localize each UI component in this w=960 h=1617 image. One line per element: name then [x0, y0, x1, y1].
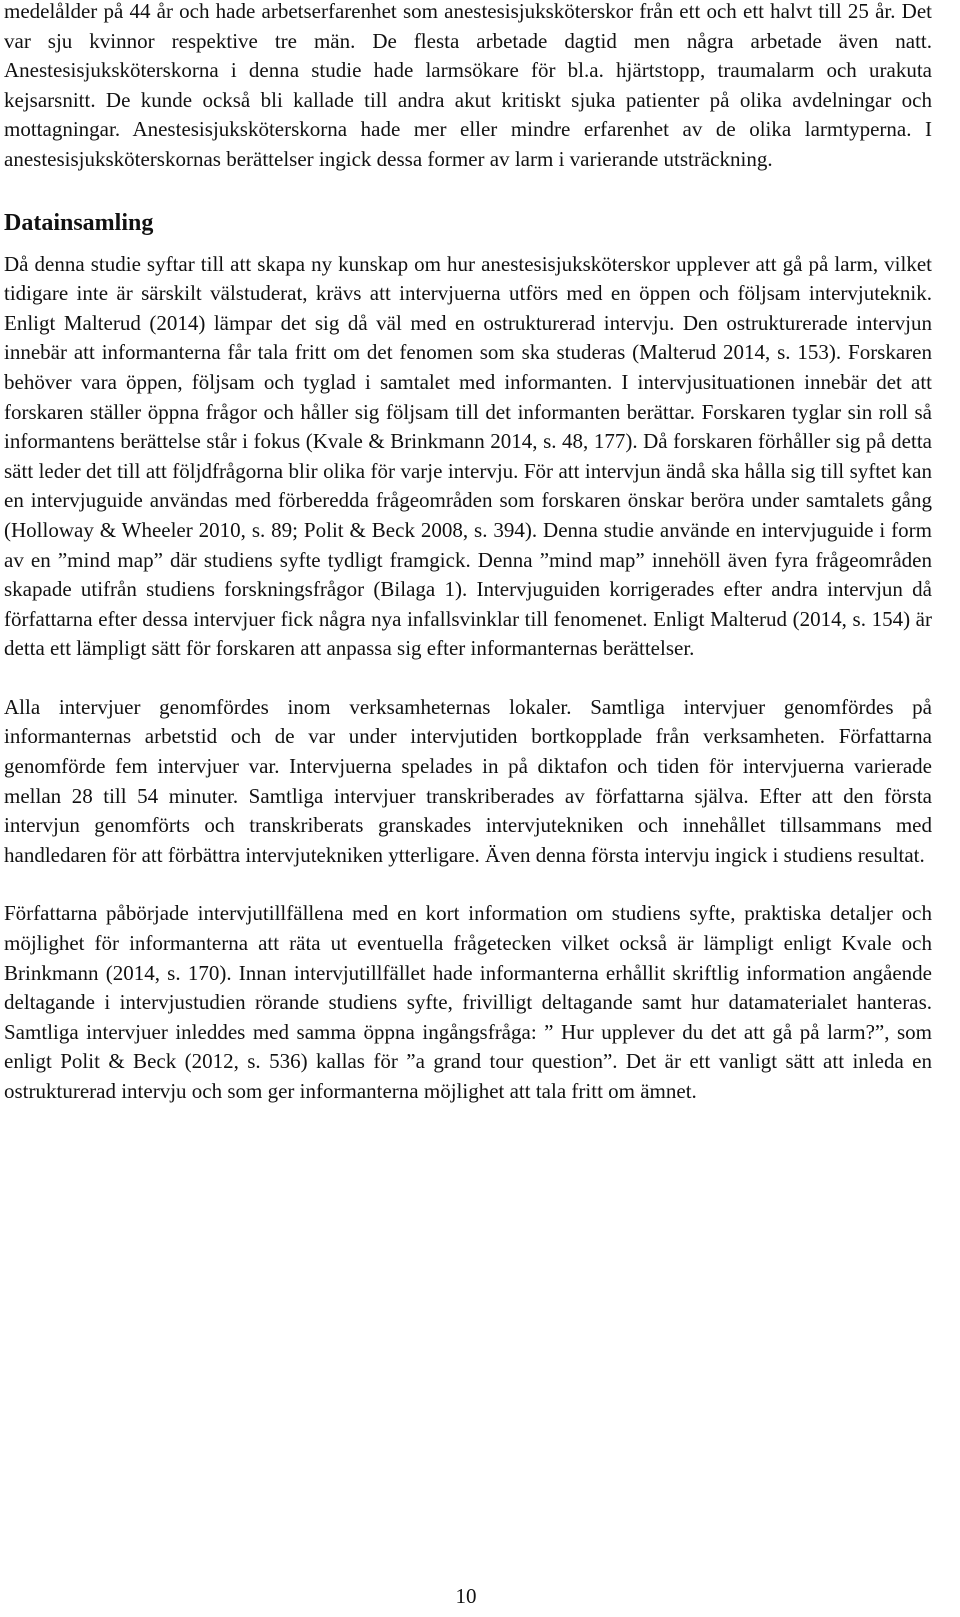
page-number: 10 — [455, 1584, 477, 1608]
intro-paragraph: medelålder på 44 år och hade arbetserfarenhet som anestesisjuksköterskor från ett och ett halvt till 25 år. Det var sju kvinnor respektive tre män. De flesta arbetade dagtid men några arbetade även natt. Anestesisjuksköterskorna i denna studie hade larmsökare för bl.a. hjärtstopp, traumalarm och urakuta kejsarsnitt. De kunde också bli kallade till andra akut kritiskt sjuka patienter på olika avdelningar och mottagningar. Anestesisjuksköterskorna hade mer eller mindre erfarenhet av de olika larmtyperna. I anestesisjuksköterskornas berättelser ingick dessa former av larm i varierande utsträckning. — [4, 0, 932, 171]
paragraph-interview-procedure: Författarna påbörjade intervjutillfällena med en kort information om studiens syfte, praktiska detaljer och möjlighet för informanterna att räta ut eventuella frågetecken vilket också är lämpligt enligt Kvale och Brinkmann (2014, s. 170). Innan intervjutillfället hade informanterna erhållit skriftlig information angående deltagande i intervjustudien rörande studiens syfte, frivilligt deltagande samt hur datamaterialet hanteras. Samtliga intervjuer inleddes med samma öppna ingångsfråga: ” Hur upplever du det att gå på larm?”, som enligt Polit & Beck (2012, s. 536) kallas för ”a grand tour question”. Det är ett vanligt sätt att inleda en ostrukturerad intervju och som ger informanterna möjlighet att tala fritt om ämnet. — [4, 901, 932, 1103]
paragraph-datainsamling-method: Då denna studie syftar till att skapa ny kunskap om hur anestesisjuksköterskor upplever att gå på larm, vilket tidigare inte är särskilt välstuderat, krävs att intervjuerna utförs med en öppen och följsam intervjuteknik. Enligt Malterud (2014) lämpar det sig då väl med en ostrukturerad intervju. Den ostrukturerade intervjun innebär att informanterna får tala fritt om det fenomen som ska studeras (Malterud 2014, s. 153). Forskaren behöver vara öppen, följsam och tyglad i samtalet med informanten. I intervjusituationen innebär det att forskaren ställer öppna frågor och håller sig följsam till det informanten berättar. Forskaren tyglar sin roll så informantens berättelse står i fokus (Kvale & Brinkmann 2014, s. 48, 177). Då forskaren förhåller sig på detta sätt leder det till att följdfrågorna blir olika för varje intervju. För att intervjun ändå ska hålla sig till syftet kan en intervjuguide användas med förberedda frågeområden som forskaren önskar beröra under samtalets gång (Holloway & Wheeler 2010, s. 89; Polit & Beck 2008, s. 394). Denna studie använde en intervjuguide i form av en ”mind map” där studiens syfte tydligt framgick. Denna ”mind map” innehöll även fyra frågeområden skapade utifrån studiens forskningsfrågor (Bilaga 1). Intervjuguiden korrigerades efter andra intervjun då författarna efter dessa intervjuer fick några nya infallsvinklar till fenomenet. Enligt Malterud (2014, s. 154) är detta ett lämpligt sätt för forskaren att anpassa sig efter informanternas berättelser. — [4, 251, 932, 661]
paragraph-interview-setting: Alla intervjuer genomfördes inom verksamheternas lokaler. Samtliga intervjuer genomfördes på informanternas arbetstid och de var under intervjutiden bortkopplade från verksamheten. Författarna genomförde fem intervjuer var. Intervjuerna spelades in på diktafon och tiden för intervjuerna varierade mellan 28 till 54 minuter. Samtliga intervjuer transkriberades av författarna själva. Efter att den första intervjun genomförts och transkriberats granskades intervjutekniken och innehållet tillsammans med handledaren för att förbättra intervjutekniken ytterligare. Även denna första intervju ingick i studiens resultat. — [4, 694, 932, 867]
document-page — [4, 0, 932, 1107]
section-heading-datainsamling: Datainsamling — [4, 209, 154, 236]
